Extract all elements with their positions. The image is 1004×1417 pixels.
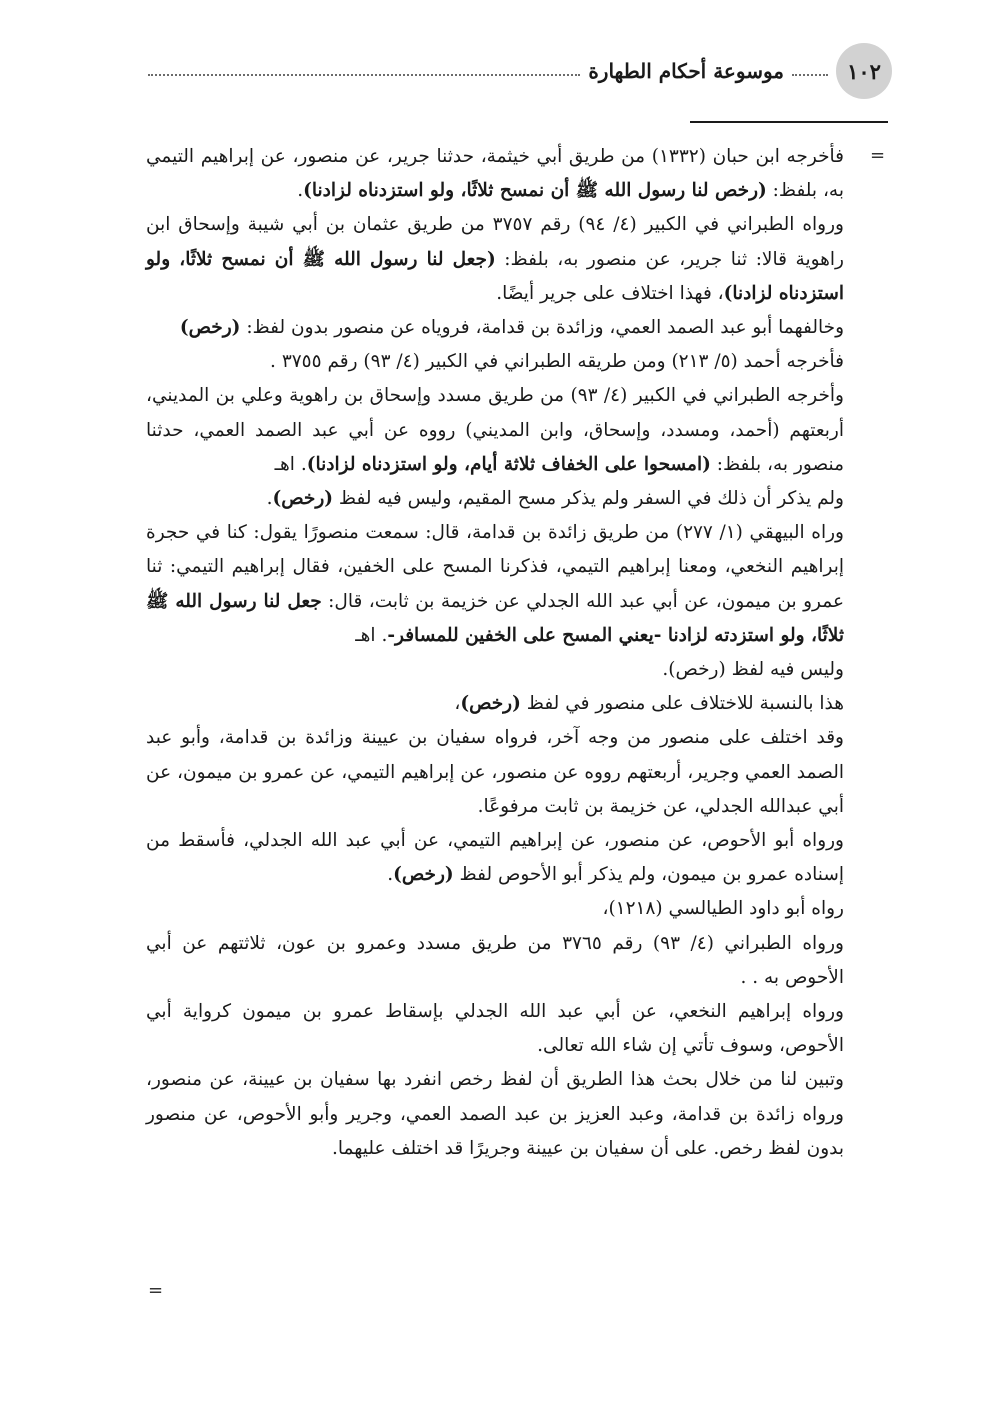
footnote-body [146, 140, 844, 1166]
paragraph: ورواه الطبراني في الكبير (٤/ ٩٤) رقم ٣٧٥٧ من طريق عثمان بن أبي شيبة وإسحاق ابن راهوية قالا: ثنا جرير، عن منصور به، بلفظ: (جعل لنا رسول الله ﷺ أن نمسح ثلاثًا، ولو استزدناه لزادنا)، فهذا اختلاف على جرير أيضًا. [146, 214, 844, 304]
paragraph: وخالفهما أبو عبد الصمد العمي، وزائدة بن قدامة، فروياه عن منصور بدون لفظ: (رخص) [179, 317, 844, 339]
paragraph: ولم يذكر أن ذلك في السفر ولم يذكر مسح المقيم، وليس فيه لفظ (رخص). [266, 488, 844, 510]
paragraph: وتبين لنا من خلال بحث هذا الطريق أن لفظ رخص انفرد بها سفيان بن عيينة، عن منصور، ورواه زائدة بن قدامة، وعبد العزيز بن عبد الصمد العمي، وجرير وأبو الأحوص، عن منصور بدون لفظ رخص. على أن سفيان بن عيينة وجريرًا قد اختلف عليهما. [146, 1069, 844, 1159]
page-number: ١٠٢ [836, 43, 892, 99]
paragraph: ورواه أبو الأحوص، عن منصور، عن إبراهيم التيمي، عن أبي عبد الله الجدلي، فأسقط من إسناده عمرو بن ميمون، ولم يذكر أبو الأحوص لفظ (رخص). [146, 830, 844, 886]
paragraph: فأخرجه أحمد (٥/ ٢١٣) ومن طريقه الطبراني في الكبير (٤/ ٩٣) رقم ٣٧٥٥ . [270, 351, 844, 373]
paragraph: هذا بالنسبة للاختلاف على منصور في لفظ (رخص)، [454, 693, 844, 715]
header-dotted-leader-left [148, 74, 580, 76]
running-title: موسوعة أحكام الطهارة [588, 59, 784, 83]
paragraph: وراه البيهقي (١/ ٢٧٧) من طريق زائدة بن قدامة، قال: سمعت منصورًا يقول: كنا في حجرة إبراهيم النخعي، ومعنا إبراهيم التيمي، فذكرنا المسح على الخفين، فقال إبراهيم التيمي: ثنا عمرو بن ميمون، عن أبي عبد الله الجدلي عن خزيمة بن ثابت، قال: جعل لنا رسول الله ﷺ ثلاثًا، ولو استزدته لزادنا -يعني المسح على الخفين للمسافر-. اهـ [146, 522, 844, 646]
continuation-mark-bottom: = [148, 1280, 164, 1301]
paragraph: وليس فيه لفظ (رخص). [662, 659, 844, 681]
header-dotted-leader-right [792, 74, 828, 76]
continuation-mark-top: = [870, 145, 886, 166]
paragraph: رواه أبو داود الطيالسي (١٢١٨)، [602, 898, 844, 920]
paragraph: ورواه إبراهيم النخعي، عن أبي عبد الله الجدلي بإسقاط عمرو بن ميمون كرواية أبي الأحوص، وسوف تأتي إن شاء الله تعالى. [146, 1001, 844, 1057]
paragraph: وأخرجه الطبراني في الكبير (٤/ ٩٣) من طريق مسدد وإسحاق بن راهوية وعلي بن المديني، أربعتهم (أحمد، ومسدد، وإسحاق، وابن المديني) رووه عن أبي عبد الصمد العمي، حدثنا منصور به، بلفظ: (امسحوا على الخفاف ثلاثة أيام، ولو استزدناه لزادنا). اهـ [146, 385, 844, 475]
page-header [140, 40, 892, 102]
paragraph: وقد اختلف على منصور من وجه آخر، فرواه سفيان بن عيينة وزائدة بن قدامة، وأبو عبد الصمد العمي وجرير، أربعتهم رووه عن منصور، عن إبراهيم التيمي، عن عمرو بن ميمون، عن أبي عبدالله الجدلي، عن خزيمة بن ثابت مرفوعًا. [146, 727, 844, 817]
paragraph: ورواه الطبراني (٤/ ٩٣) رقم ٣٧٦٥ من طريق مسدد وعمرو بن عون، ثلاثتهم عن أبي الأحوص به . . [146, 932, 844, 988]
footnote-separator [690, 121, 888, 123]
paragraph: فأخرجه ابن حبان (١٣٣٢) من طريق أبي خيثمة، حدثنا جرير، عن منصور، عن إبراهيم التيمي به، بلفظ: (رخص لنا رسول الله ﷺ أن نمسح ثلاثًا، ولو استزدناه لزادنا). [146, 146, 844, 202]
